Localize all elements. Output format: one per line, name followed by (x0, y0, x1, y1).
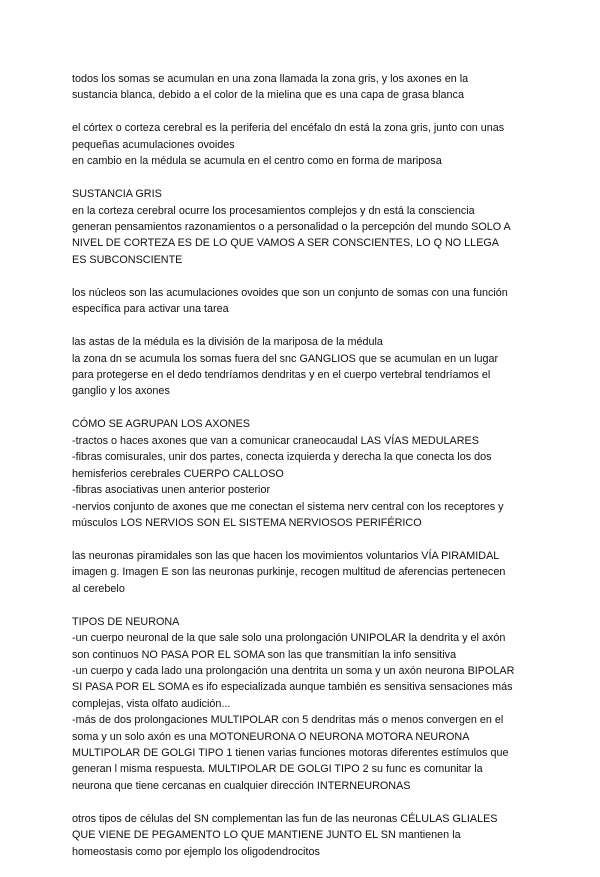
text-line: -tractos o haces axones que van a comunicar craneocaudal LAS VÍAS MEDULARES (72, 434, 479, 447)
text-line: músculos LOS NERVIOS SON EL SISTEMA NERVIOSOS PERIFÉRICO (72, 516, 422, 529)
paragraph (72, 811, 532, 860)
paragraph (72, 416, 532, 531)
paragraph (72, 548, 532, 597)
text-line: sustancia blanca, debido a el color de la mielina que es una capa de grasa blanca (72, 89, 464, 102)
text-line: NIVEL DE CORTEZA ES DE LO QUE VAMOS A SER CONSCIENTES, LO Q NO LLEGA (72, 237, 499, 250)
text-line: QUE VIENE DE PEGAMENTO LO QUE MANTIENE JUNTO EL SN mantienen la (72, 829, 461, 842)
text-line: homeostasis como por ejemplo los oligodendrocitos (72, 845, 320, 858)
paragraph (72, 186, 532, 268)
text-line: imagen g. Imagen E son las neuronas purkinje, recogen multitud de aferencias pertenecen (72, 566, 506, 579)
text-line: hemisferios cerebrales CUERPO CALLOSO (72, 467, 284, 480)
document-body (72, 71, 532, 877)
text-line: la zona dn se acumula los somas fuera del snc GANGLIOS que se acumulan en un lugar (72, 352, 499, 365)
text-line: generan l misma respuesta. MULTIPOLAR DE GOLGI TIPO 2 su func es comunitar la (72, 763, 483, 776)
text-line: -más de dos prolongaciones MULTIPOLAR con 5 dendritas más o menos convergen en el (72, 714, 504, 727)
text-line: ES SUBCONSCIENTE (72, 253, 183, 266)
paragraph (72, 614, 532, 794)
text-line: -fibras asociativas unen anterior posterior (72, 484, 271, 497)
text-line: todos los somas se acumulan en una zona llamada la zona gris, y los axones en la (72, 73, 469, 85)
text-line: neurona que tiene cercanas en cualquier dirección INTERNEURONAS (72, 779, 411, 792)
text-line: los núcleos son las acumulaciones ovoides que son un conjunto de somas con una función (72, 286, 508, 299)
text-line: el córtex o corteza cerebral es la periferia del encéfalo dn está la zona gris, junto con unas (72, 122, 505, 135)
text-line: complejas, vista olfato audición... (72, 697, 231, 710)
text-line: en la corteza cerebral ocurre los procesamientos complejos y dn está la consciencia (72, 204, 475, 217)
text-line: las astas de la médula es la división de la mariposa de la médula (72, 336, 383, 349)
text-line: las neuronas piramidales son las que hacen los movimientos voluntarios VÍA PIRAMIDAL (72, 549, 500, 562)
paragraph (72, 285, 532, 318)
text-line: en cambio en la médula se acumula en el centro como en forma de mariposa (72, 155, 442, 168)
text-line: SUSTANCIA GRIS (72, 188, 162, 201)
text-line: específica para activar una tarea (72, 303, 229, 316)
paragraph (72, 334, 532, 400)
text-line: generan pensamientos razonamientos o a personalidad o la percepción del mundo SOLO A (72, 221, 511, 234)
text-line: -fibras comisurales, unir dos partes, conecta izquierda y derecha la que conecta los dos (72, 451, 492, 464)
text-line: TIPOS DE NEURONA (72, 615, 180, 628)
paragraph (72, 71, 532, 104)
text-line: -un cuerpo y cada lado una prolongación una dentrita un soma y un axón neurona BIPOLAR (72, 664, 515, 677)
text-line: SI PASA POR EL SOMA es ifo especializada aunque también es sensitiva sensaciones más (72, 681, 513, 694)
text-line: son continuos NO PASA POR EL SOMA son las que transmitían la info sensitiva (72, 648, 457, 661)
text-line: otros tipos de células del SN complementan las fun de las neuronas CÉLULAS GLIALES (72, 812, 498, 825)
text-line: para protegerse en el dedo tendríamos dendritas y en el cuerpo vertebral tendríamos el (72, 369, 491, 382)
text-line: -un cuerpo neuronal de la que sale solo una prolongación UNIPOLAR la dendrita y el axón (72, 632, 506, 645)
text-line: al cerebelo (72, 582, 125, 595)
text-line: soma y un solo axón es una MOTONEURONA O NEURONA MOTORA NEURONA (72, 730, 470, 743)
text-line: CÓMO SE AGRUPAN LOS AXONES (72, 418, 250, 431)
text-line: pequeñas acumulaciones ovoides (72, 138, 235, 151)
paragraph (72, 120, 532, 169)
text-line: -nervios conjunto de axones que me conectan el sistema nerv central con los receptores y (72, 500, 504, 513)
text-line: ganglio y los axones (72, 385, 170, 398)
text-line: MULTIPOLAR DE GOLGI TIPO 1 tienen varias funciones motoras diferentes estímulos que (72, 746, 509, 759)
